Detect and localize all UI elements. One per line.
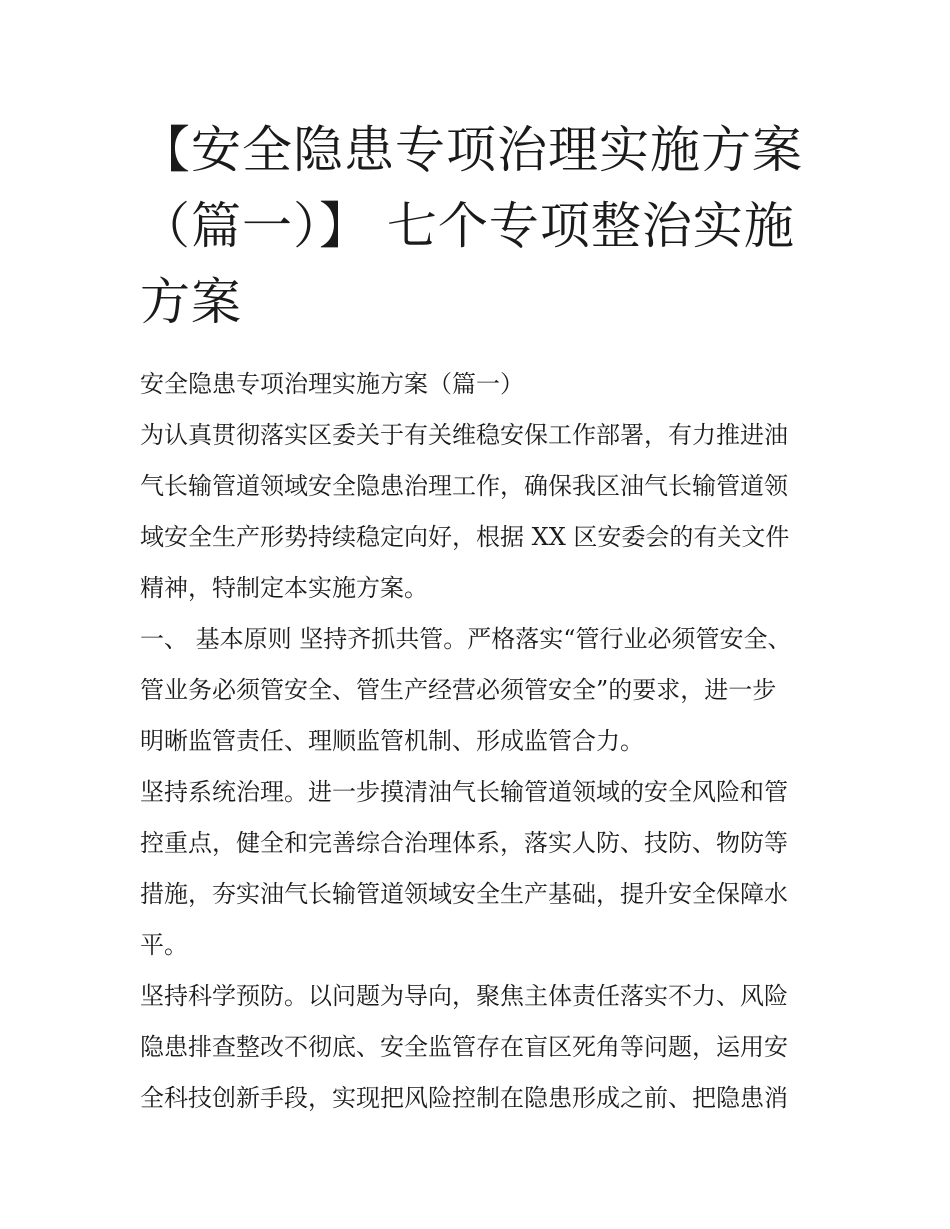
paragraph-line: 隐患排查整改不彻底、安全监管存在盲区死角等问题，运用安 (140, 1033, 788, 1061)
title-line-1: 【安全隐患专项治理实施方案 (140, 121, 803, 179)
paragraph-line: 气长输管道领域安全隐患治理工作，确保我区油气长输管道领 (140, 472, 788, 500)
paragraph-line: 明晰监管责任、理顺监管机制、形成监管合力。 (140, 727, 644, 755)
paragraph-line: 为认真贯彻落实区委关于有关维稳安保工作部署，有力推进油 (140, 421, 788, 449)
document-body (140, 359, 820, 1124)
paragraph-line: 全科技创新手段，实现把风险控制在隐患形成之前、把隐患消 (140, 1084, 788, 1112)
principle-paragraph-1 (140, 614, 820, 767)
paragraph-line: 精神，特制定本实施方案。 (140, 574, 428, 602)
intro-paragraph (140, 410, 820, 614)
paragraph-line: 管业务必须管安全、管生产经营必须管安全”的要求，进一步 (140, 676, 777, 704)
title-line-2: （篇一）】 七个专项整治实施 (140, 197, 795, 255)
principle-paragraph-2 (140, 767, 820, 971)
paragraph-line: 控重点，健全和完善综合治理体系，落实人防、技防、物防等 (140, 829, 788, 857)
paragraph-line: 坚持系统治理。进一步摸清油气长输管道领域的安全风险和管 (140, 778, 788, 806)
document-title (140, 112, 820, 340)
document-subtitle: 安全隐患专项治理实施方案（篇一） (140, 370, 524, 398)
principle-paragraph-3 (140, 971, 820, 1124)
paragraph-line: 平。 (140, 931, 188, 959)
title-line-3: 方案 (140, 273, 242, 331)
paragraph-line: 一、 基本原则 坚持齐抓共管。严格落实“管行业必须管安全、 (140, 625, 792, 653)
paragraph-line: 措施，夯实油气长输管道领域安全生产基础，提升安全保障水 (140, 880, 788, 908)
paragraph-line: 坚持科学预防。以问题为导向，聚焦主体责任落实不力、风险 (140, 982, 788, 1010)
paragraph-line: 域安全生产形势持续稳定向好，根据 XX 区安委会的有关文件 (140, 523, 790, 551)
